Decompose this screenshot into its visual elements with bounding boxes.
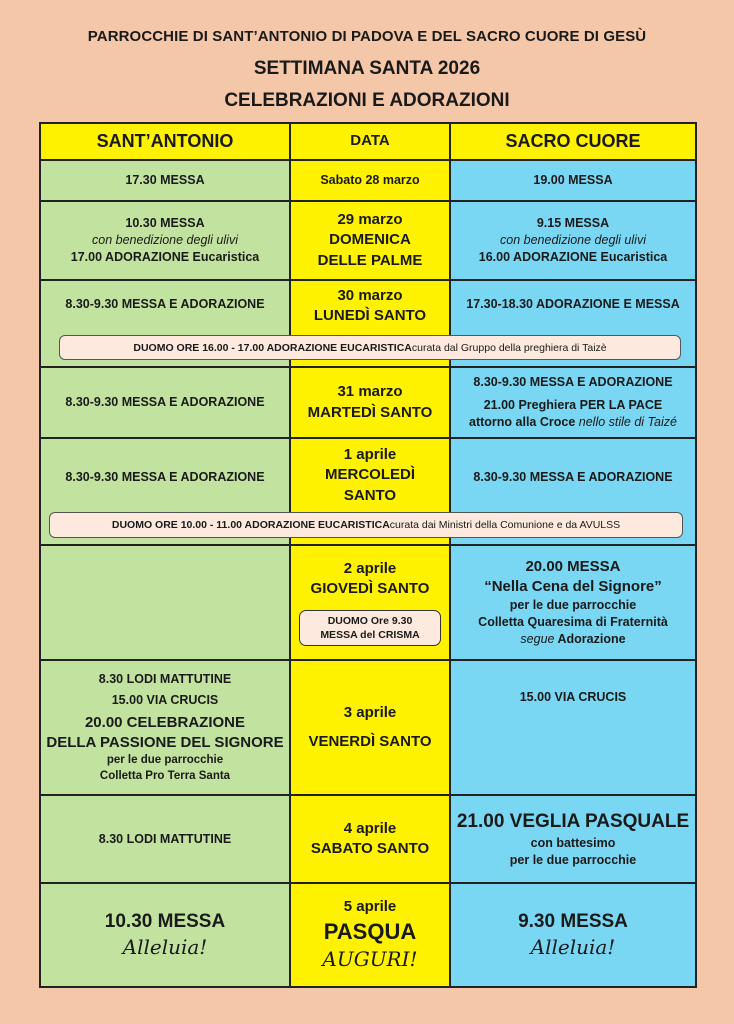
row-palm-sunday-right: 9.15 MESSA con benedizione degli ulivi 16.00 ADORAZIONE Eucaristica: [451, 202, 695, 279]
row-monday-date: 30 marzo LUNEDÌ SANTO: [291, 281, 449, 366]
row-monday-left: 8.30-9.30 MESSA E ADORAZIONE: [41, 281, 289, 366]
duomo-note-monday: DUOMO ORE 16.00 - 17.00 ADORAZIONE EUCARISTICA curata dal Gruppo della preghiera di Taizè: [59, 335, 681, 360]
column-header-sant-antonio: SANT’ANTONIO: [41, 124, 289, 159]
row-tuesday-left: 8.30-9.30 MESSA E ADORAZIONE: [41, 368, 289, 437]
row-saturday-left: 8.30 LODI MATTUTINE: [41, 796, 289, 882]
row-friday-right: 15.00 VIA CRUCIS: [451, 661, 695, 794]
row-monday-right: 17.30-18.30 ADORAZIONE E MESSA: [451, 281, 695, 366]
row-tuesday-right: 8.30-9.30 MESSA E ADORAZIONE 21.00 Preghiera PER LA PACE attorno alla Croce nello stile di Taizé: [451, 368, 695, 437]
row-wednesday-left: 8.30-9.30 MESSA E ADORAZIONE: [41, 439, 289, 544]
column-header-data: DATA: [291, 124, 449, 159]
row-thursday-right: 20.00 MESSA “Nella Cena del Signore” per le due parrocchie Colletta Quaresima di Fraternità segue Adorazione: [451, 546, 695, 659]
row-sat28-right: 19.00 MESSA: [451, 161, 695, 200]
event-subtitle: CELEBRAZIONI E ADORAZIONI: [224, 90, 510, 111]
row-saturday-date: 4 aprile SABATO SANTO: [291, 796, 449, 882]
row-friday-date: 3 aprile VENERDÌ SANTO: [291, 661, 449, 794]
row-easter-date: 5 aprile PASQUA AUGURI!: [291, 884, 449, 986]
row-palm-sunday-left: 10.30 MESSA con benedizione degli ulivi 17.00 ADORAZIONE Eucaristica: [41, 202, 289, 279]
row-thursday-left: [41, 546, 289, 659]
row-easter-left: 10.30 MESSA Alleluia!: [41, 884, 289, 986]
event-title: SETTIMANA SANTA 2026: [253, 58, 481, 79]
schedule-table: [39, 122, 697, 988]
parish-title: PARROCCHIE DI SANT’ANTONIO DI PADOVA E DEL SACRO CUORE DI GESÙ: [87, 28, 647, 45]
alleluia-handwritten-right: Alleluia!: [530, 935, 616, 960]
row-thursday-date: 2 aprile GIOVEDÌ SANTO DUOMO Ore 9.30 MESSA del CRISMA: [291, 546, 449, 659]
column-header-sacro-cuore: SACRO CUORE: [451, 124, 695, 159]
auguri-handwritten: AUGURI!: [322, 947, 418, 972]
row-easter-right: 9.30 MESSA Alleluia!: [451, 884, 695, 986]
duomo-note-wednesday: DUOMO ORE 10.00 - 11.00 ADORAZIONE EUCARISTICA curata dai Ministri della Comunione e da AVULSS: [49, 512, 683, 538]
row-tuesday-date: 31 marzo MARTEDÌ SANTO: [291, 368, 449, 437]
row-palm-sunday-date: 29 marzo DOMENICA DELLE PALME: [291, 202, 449, 279]
row-sat28-left: 17.30 MESSA: [41, 161, 289, 200]
row-saturday-right: 21.00 VEGLIA PASQUALE con battesimo per le due parrocchie: [451, 796, 695, 882]
chrism-mass-box: DUOMO Ore 9.30 MESSA del CRISMA: [299, 610, 441, 646]
row-wednesday-right: 8.30-9.30 MESSA E ADORAZIONE: [451, 439, 695, 544]
row-friday-left: 8.30 LODI MATTUTINE 15.00 VIA CRUCIS 20.00 CELEBRAZIONE DELLA PASSIONE DEL SIGNORE per le due parrocchie Colletta Pro Terra Santa: [41, 661, 289, 794]
alleluia-handwritten-left: Alleluia!: [122, 935, 208, 960]
row-sat28-date: Sabato 28 marzo: [291, 161, 449, 200]
row-wednesday-date: 1 aprile MERCOLEDÌ SANTO: [291, 439, 449, 544]
